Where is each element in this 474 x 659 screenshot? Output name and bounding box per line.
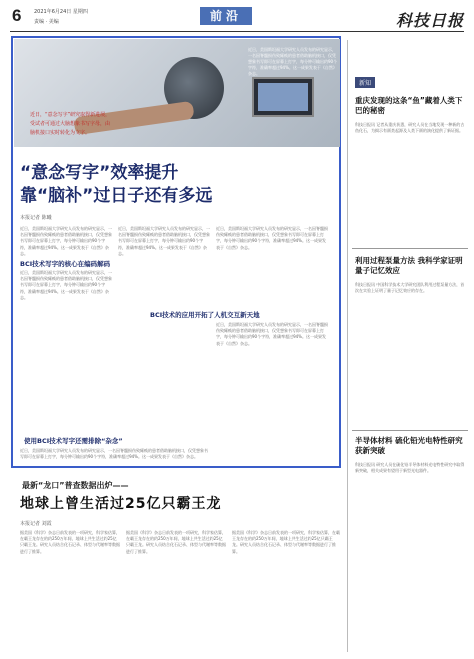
sidebar-rule-1 (352, 248, 468, 249)
sidebar-tag: 新知 (355, 77, 375, 88)
lead-subhead-3: 使用BCI技术写字还需排除“杂念” (24, 437, 123, 445)
lead-body-col3b: 近日，美国斯坦福大学研究人员发布的研究显示，一名因脊髓损伤致瘫痪的患者借助脑机接口，仅凭想象书写即可在屏幕上打字，每分钟可输出约90个字符，准确率超过94%。这一成果发表于《自然》杂志。 (216, 322, 328, 346)
second-kicker: 最新“龙口”普查数据出炉—— (22, 481, 129, 490)
lead-body-col1a: 近日，美国斯坦福大学研究人员发布的研究显示，一名因脊髓损伤致瘫痪的患者借助脑机接口，仅凭想象书写即可在屏幕上打字，每分钟可输出约90个字符，准确率超过94%。这一成果发表于《自然》杂志。 (20, 226, 112, 256)
sidebar-rule-2 (352, 430, 468, 431)
second-body-col1: 据美国《科学》杂志日前发表的一项研究，科学家估算，在霸王龙存在的约250万年间，地球上共生活过约25亿只霸王龙。研究人员结合化石记录、体型与代谢率等数据进行了推算。 (20, 530, 120, 554)
second-headline[interactable]: 地球上曾生活过25亿只霸王龙 (20, 496, 222, 512)
second-byline: 本报记者 刘霞 (20, 521, 52, 527)
second-body-col2: 据美国《科学》杂志日前发表的一项研究，科学家估算，在霸王龙存在的约250万年间，地球上共生活过约25亿只霸王龙。研究人员结合化石记录、体型与代谢率等数据进行了推算。 (126, 530, 226, 554)
page-number: 6 (12, 6, 22, 25)
sidebar-body-2: 科技日报讯 中国科学技术大学研究团队利用过程泵量方法，首次在实验上证明了量子记忆效应的存在。 (355, 282, 465, 294)
lead-subhead-1: BCI技术写字的核心在编码解码 (20, 260, 111, 268)
sidebar-body-1: 科技日报讯 记者从重庆获悉，研究人员在当地发现一种新的古鱼化石，为揭示有颌类起源及人类下颌的演化提供了新证据。 (355, 122, 465, 134)
column-divider (347, 40, 348, 652)
header-rule (10, 31, 464, 32)
sidebar-headline-3[interactable]: 半导体材料 硫化铅光电特性研究获新突破 (355, 436, 463, 455)
masthead-logo: 科技日报 (395, 11, 464, 30)
lead-byline: 本报记者 陈曦 (20, 215, 52, 221)
page-header (0, 0, 474, 34)
lead-headline-line2: 靠“脑补”过日子还有多远 (20, 186, 213, 206)
section-title: 前沿 (200, 7, 252, 25)
issue-editors: 责编 · 美编 (34, 19, 59, 25)
sidebar-headline-2[interactable]: 利用过程泵量方法 我科学家证明量子记忆效应 (355, 256, 463, 275)
second-body-col3: 据美国《科学》杂志日前发表的一项研究，科学家估算，在霸王龙存在的约250万年间，地球上共生活过约25亿只霸王龙。研究人员结合化石记录、体型与代谢率等数据进行了推算。 (232, 530, 340, 554)
lead-photo (14, 39, 340, 147)
monitor-image (252, 77, 314, 117)
lead-body-col3a: 近日，美国斯坦福大学研究人员发布的研究显示，一名因脊髓损伤致瘫痪的患者借助脑机接口，仅凭想象书写即可在屏幕上打字，每分钟可输出约90个字符，准确率超过94%。这一成果发表于《自然》杂志。 (216, 226, 328, 250)
photo-caption: 近日，美国斯坦福大学研究人员发布的研究显示，一名因脊髓损伤致瘫痪的患者借助脑机接口，仅凭想象书写即可在屏幕上打字，每分钟可输出约90个字符，准确率超过94%。这一成果发表于《自然》杂志。 (248, 47, 338, 76)
lead-body-col1b: 近日，美国斯坦福大学研究人员发布的研究显示，一名因脊髓损伤致瘫痪的患者借助脑机接口，仅凭想象书写即可在屏幕上打字，每分钟可输出约90个字符，准确率超过94%。这一成果发表于《自然》杂志。 (20, 270, 112, 300)
sidebar-body-3: 科技日报讯 研究人员在硫化铅半导体材料光电特性研究中取得新突破，相关成果有望用于新型光电器件。 (355, 462, 465, 474)
lead-subhead-2: BCI技术的应用开拓了人机交互新天地 (150, 311, 260, 319)
lead-headline[interactable] (20, 162, 310, 208)
lead-body-tail: 近日，美国斯坦福大学研究人员发布的研究显示，一名因脊髓损伤致瘫痪的患者借助脑机接口，仅凭想象书写即可在屏幕上打字，每分钟可输出约90个字符，准确率超过94%。这一成果发表于《自然》杂志。 (20, 448, 208, 460)
lead-headline-line1: “意念写字”效率提升 (20, 163, 179, 183)
lead-body-col2: 近日，美国斯坦福大学研究人员发布的研究显示，一名因脊髓损伤致瘫痪的患者借助脑机接口，仅凭想象书写即可在屏幕上打字，每分钟可输出约90个字符，准确率超过94%。这一成果发表于《自然》杂志。 (118, 226, 210, 256)
issue-date: 2021年6月24日 星期四 (34, 9, 88, 15)
photo-pullquote: 近日，“意念写字”研究取得新进展，受试者可通过大脑想象书写字母，由脑机接口实时转化为文字。 (30, 112, 111, 136)
sidebar-headline-1[interactable]: 重庆发现的这条“鱼”藏着人类下巴的秘密 (355, 96, 463, 115)
